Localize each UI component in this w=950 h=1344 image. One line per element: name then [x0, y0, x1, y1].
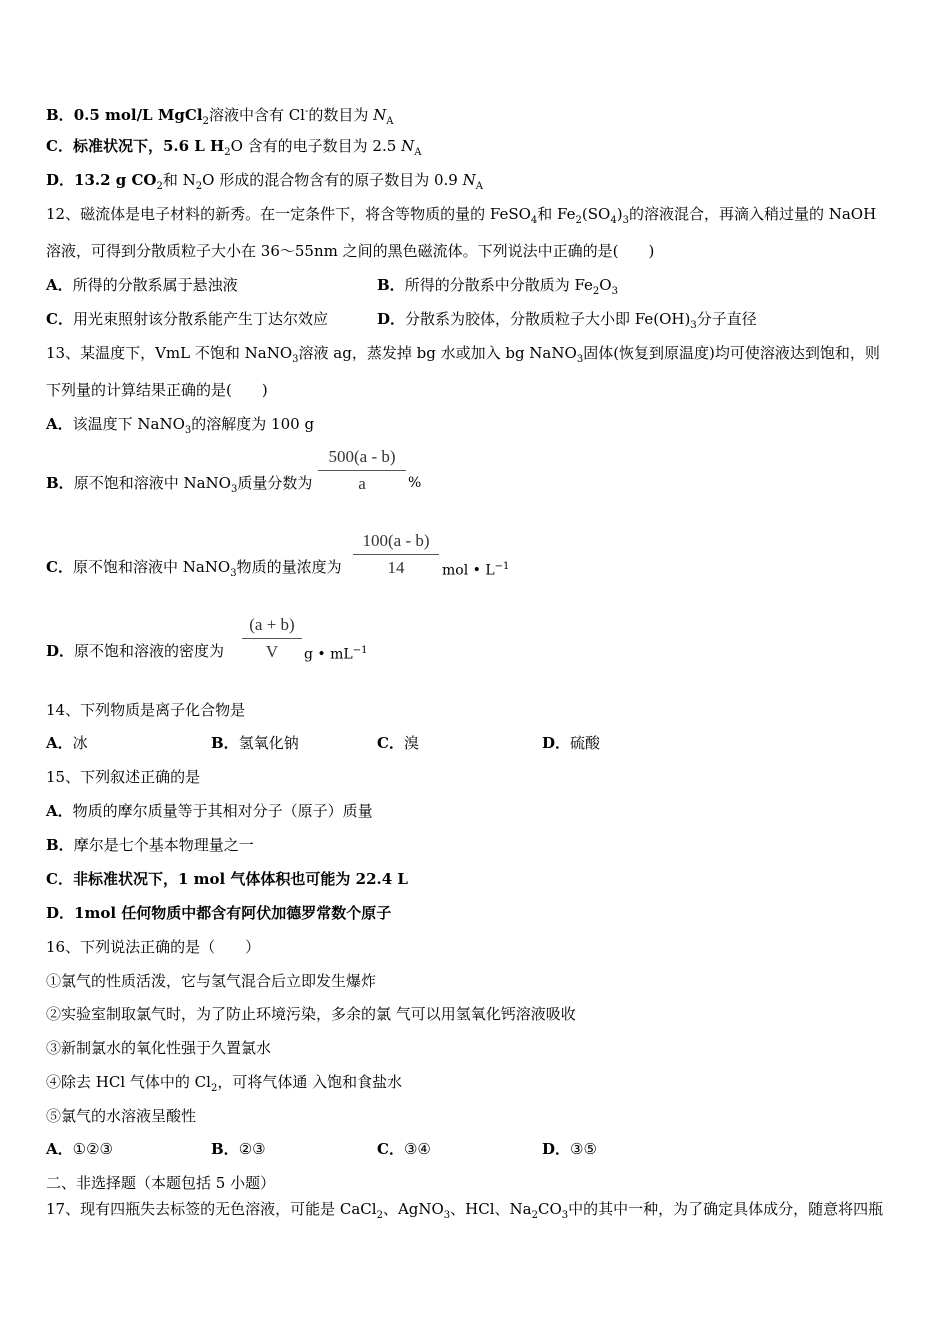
q14-option-c: C．溴: [377, 734, 419, 752]
fraction-numerator: 100(a - b): [362, 531, 430, 550]
section-heading: 二、非选择题（本题包括 5 小题）: [46, 1174, 276, 1192]
q15-stem: 15、下列叙述正确的是: [46, 768, 201, 786]
q15-option-b: B．摩尔是七个基本物理量之一: [46, 836, 254, 854]
q12-option-b: B．所得的分散系中分散质为 $Fe_2O_3$: [377, 276, 618, 297]
q12-option-a: A．所得的分散系属于悬浊液: [46, 276, 238, 294]
q12-option-c: C．用光束照射该分散系能产生丁达尔效应: [46, 310, 328, 328]
q14-option-a: A．冰: [46, 734, 88, 752]
q11-option-c: C．标准状况下，5.6 L $H_2O$ 含有的电子数目为 2.5 $N_A$: [46, 137, 422, 158]
q13-d-unit: g • $mL^{-1}$: [304, 645, 368, 663]
q16-option-d: D．③⑤: [542, 1140, 597, 1158]
fraction-numerator: (a + b): [249, 615, 295, 634]
q13-option-a: A．该温度下 NaNO$_3$的溶解度为 100 g: [46, 415, 315, 436]
q11-option-d: D．13.2 g $CO_2$和 $N_2O$ 形成的混合物含有的原子数目为 0.9 $N_A$: [46, 171, 483, 192]
q15-option-a: A．物质的摩尔质量等于其相对分子（原子）质量: [46, 802, 373, 820]
q16-option-c: C．③④: [377, 1140, 431, 1158]
q12-stem-line2: 溶液，可得到分散质粒子大小在 36～55nm 之间的黑色磁流体。下列说法中正确的是( ): [46, 242, 655, 260]
q16-stem: 16、下列说法正确的是（ ）: [46, 938, 261, 956]
q13-stem-line2: 下列量的计算结果正确的是( ): [46, 381, 268, 399]
q14-stem: 14、下列物质是离子化合物是: [46, 701, 246, 719]
q13-c-fraction: [353, 530, 439, 579]
q16-item-2: ②实验室制取氯气时，为了防止环境污染，多余的氯 气可以用氢氧化钙溶液吸收: [46, 1005, 576, 1023]
fraction-bar: [318, 470, 406, 471]
fraction-numerator: 500(a - b): [328, 447, 396, 466]
q13-option-d: D．原不饱和溶液的密度为: [46, 642, 225, 660]
q13-b-unit: %: [408, 475, 422, 491]
q16-item-4: ④除去 HCl 气体中的 $Cl_2$，可将气体通 入饱和食盐水: [46, 1073, 403, 1094]
fraction-bar: [242, 638, 302, 639]
q13-stem-line1: 13、某温度下，VmL 不饱和 NaNO$_3$溶液 ag，蒸发掉 bg 水或加入 bg NaNO$_3$固体(恢复到原温度)均可使溶液达到饱和，则: [46, 344, 880, 365]
fraction-denominator: 14: [387, 558, 405, 577]
q12-stem-line1: 12、磁流体是电子材料的新秀。在一定条件下，将含等物质的量的 FeSO$_4$和 $Fe_2(SO_4)_3$的溶液混合，再滴入稍过量的 NaOH: [46, 205, 877, 226]
q16-item-5: ⑤氯气的水溶液呈酸性: [46, 1107, 197, 1125]
q14-option-b: B．氢氧化钠: [211, 734, 299, 752]
q14-option-d: D．硫酸: [542, 734, 601, 752]
q13-d-fraction: [242, 614, 302, 663]
fraction-denominator: a: [358, 474, 366, 493]
q16-item-1: ①氯气的性质活泼，它与氢气混合后立即发生爆炸: [46, 972, 377, 990]
q13-c-unit: mol • $L^{-1}$: [442, 561, 510, 579]
q17-stem: 17、现有四瓶失去标签的无色溶液，可能是 CaCl$_2$、AgNO$_3$、HCl、$Na_2CO_3$中的其中一种，为了确定具体成分，随意将四瓶: [46, 1200, 884, 1221]
q12-option-d: D．分散系为胶体，分散质粒子大小即 $Fe(OH)_3$分子直径: [377, 310, 757, 331]
q13-option-c: C．原不饱和溶液中 NaNO$_3$物质的量浓度为: [46, 558, 342, 579]
option-letter: B．: [46, 106, 74, 124]
q16-option-b: B．②③: [211, 1140, 266, 1158]
q16-option-a: A．①②③: [46, 1140, 113, 1158]
q13-option-b: B．原不饱和溶液中 NaNO$_3$质量分数为: [46, 474, 313, 495]
q13-b-fraction: [318, 446, 406, 495]
q11-option-b: B．0.5 mol/L MgCl$_2$溶液中含有 Cl-的数目为 $N_A$: [46, 106, 394, 127]
q15-option-c: C．非标准状况下，1 mol 气体体积也可能为 22.4 L: [46, 870, 408, 888]
q15-option-d: D．1mol 任何物质中都含有阿伏加德罗常数个原子: [46, 904, 392, 922]
fraction-bar: [353, 554, 439, 555]
q16-item-3: ③新制氯水的氧化性强于久置氯水: [46, 1039, 272, 1057]
fraction-denominator: V: [265, 642, 279, 661]
